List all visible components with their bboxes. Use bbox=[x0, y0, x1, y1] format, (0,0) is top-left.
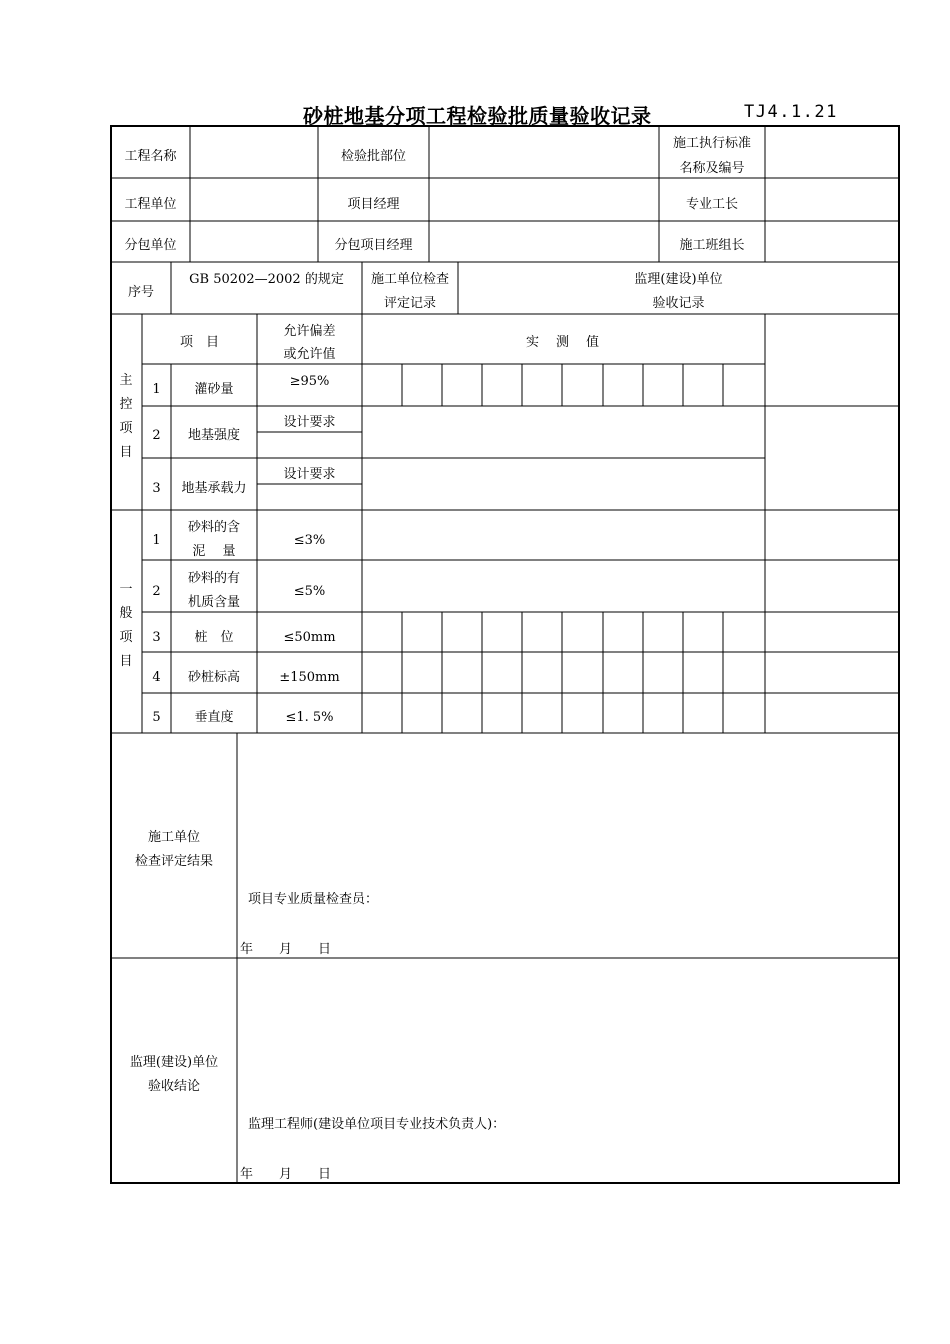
general-item-1-no: 1 bbox=[152, 533, 161, 548]
general-item-5-no: 5 bbox=[152, 710, 161, 725]
general-item-4-name: 砂桩标高 bbox=[187, 670, 240, 685]
document-code: TJ4.1.21 bbox=[744, 102, 838, 122]
main-item-2-name: 地基强度 bbox=[187, 428, 240, 443]
construction-date-label: 年 月 日 bbox=[240, 942, 332, 957]
item-label: 项 目 bbox=[179, 335, 219, 350]
supervision-line1: 监理(建设)单位 bbox=[634, 272, 723, 287]
general-item-2-name-line1: 砂料的有 bbox=[187, 571, 240, 586]
standard-field[interactable] bbox=[766, 127, 898, 177]
inspection-part-label: 检验批部位 bbox=[340, 149, 406, 164]
seq-label: 序号 bbox=[127, 285, 154, 300]
main-control-char-3: 项 bbox=[119, 421, 133, 436]
check-record-line1: 施工单位检查 bbox=[370, 272, 449, 287]
inspector-label: 项目专业质量检查员： bbox=[248, 892, 379, 907]
sub-manager-field[interactable] bbox=[430, 222, 658, 261]
general-char-4: 目 bbox=[119, 654, 133, 669]
team-leader-label: 施工班组长 bbox=[679, 238, 745, 253]
main-item-1-no: 1 bbox=[152, 382, 161, 397]
main-item-3-value: 设计要求 bbox=[283, 467, 336, 482]
general-item-4-value: ±150mm bbox=[279, 670, 340, 685]
tolerance-line1: 允许偏差 bbox=[283, 324, 336, 339]
main-item-3-no: 3 bbox=[152, 481, 161, 496]
supervision-conclusion-line2: 验收结论 bbox=[147, 1079, 200, 1094]
tolerance-line2: 或允许值 bbox=[283, 347, 336, 362]
document-title: 砂桩地基分项工程检验批质量验收记录 bbox=[303, 104, 652, 128]
general-item-4-no: 4 bbox=[152, 670, 161, 685]
foreman-field[interactable] bbox=[766, 179, 898, 220]
general-char-3: 项 bbox=[119, 630, 133, 645]
general-item-5-value: ≤1. 5% bbox=[285, 710, 334, 725]
inspection-part-field[interactable] bbox=[430, 127, 658, 177]
construction-unit-field[interactable] bbox=[191, 179, 317, 220]
general-item-3-value: ≤50mm bbox=[283, 630, 336, 645]
project-manager-label: 项目经理 bbox=[347, 197, 400, 212]
general-char-2: 般 bbox=[119, 606, 133, 621]
general-item-5-name: 垂直度 bbox=[194, 710, 234, 725]
general-item-1-value: ≤3% bbox=[293, 533, 326, 548]
general-item-1-name-line1: 砂料的含 bbox=[187, 520, 240, 535]
construction-result-line1: 施工单位 bbox=[147, 830, 200, 845]
general-item-3-name: 桩 位 bbox=[194, 630, 234, 645]
supervision-date-label: 年 月 日 bbox=[240, 1167, 332, 1182]
spec-label: GB 50202—2002 的规定 bbox=[189, 272, 344, 287]
engineer-label: 监理工程师(建设单位项目专业技术负责人)： bbox=[248, 1117, 506, 1132]
standard-label-line2: 名称及编号 bbox=[679, 161, 745, 176]
general-item-2-no: 2 bbox=[152, 584, 161, 599]
foreman-label: 专业工长 bbox=[685, 197, 738, 212]
main-item-2-no: 2 bbox=[152, 428, 161, 443]
general-item-3-no: 3 bbox=[152, 630, 161, 645]
subcontractor-label: 分包单位 bbox=[124, 238, 177, 253]
check-record-line2: 评定记录 bbox=[383, 296, 436, 311]
project-name-field[interactable] bbox=[191, 127, 317, 177]
construction-result-line2: 检查评定结果 bbox=[134, 854, 213, 869]
main-item-1-name: 灌砂量 bbox=[194, 382, 234, 397]
subcontractor-field[interactable] bbox=[191, 222, 317, 261]
project-manager-field[interactable] bbox=[430, 179, 658, 220]
standard-label-line1: 施工执行标准 bbox=[672, 136, 751, 151]
measured-label: 实 测 值 bbox=[525, 335, 601, 350]
general-item-2-name-line2: 机质含量 bbox=[187, 595, 240, 610]
project-name-label: 工程名称 bbox=[124, 149, 177, 164]
main-item-1-value: ≥95% bbox=[289, 374, 330, 389]
construction-result-field[interactable] bbox=[238, 734, 898, 874]
main-item-3-name: 地基承载力 bbox=[181, 481, 247, 496]
general-item-1-name-line2: 泥 量 bbox=[192, 544, 236, 559]
general-char-1: 一 bbox=[119, 582, 133, 597]
main-control-char-2: 控 bbox=[119, 397, 133, 412]
supervision-conclusion-line1: 监理(建设)单位 bbox=[129, 1055, 219, 1070]
main-item-2-value: 设计要求 bbox=[283, 415, 336, 430]
general-item-2-value: ≤5% bbox=[293, 584, 326, 599]
main-control-char-4: 目 bbox=[119, 445, 133, 460]
team-leader-field[interactable] bbox=[766, 222, 898, 261]
supervision-line2: 验收记录 bbox=[652, 296, 705, 311]
supervision-conclusion-field[interactable] bbox=[238, 959, 898, 1099]
main-control-char-1: 主 bbox=[119, 373, 133, 388]
sub-manager-label: 分包项目经理 bbox=[334, 238, 413, 253]
construction-unit-label: 工程单位 bbox=[124, 197, 177, 212]
